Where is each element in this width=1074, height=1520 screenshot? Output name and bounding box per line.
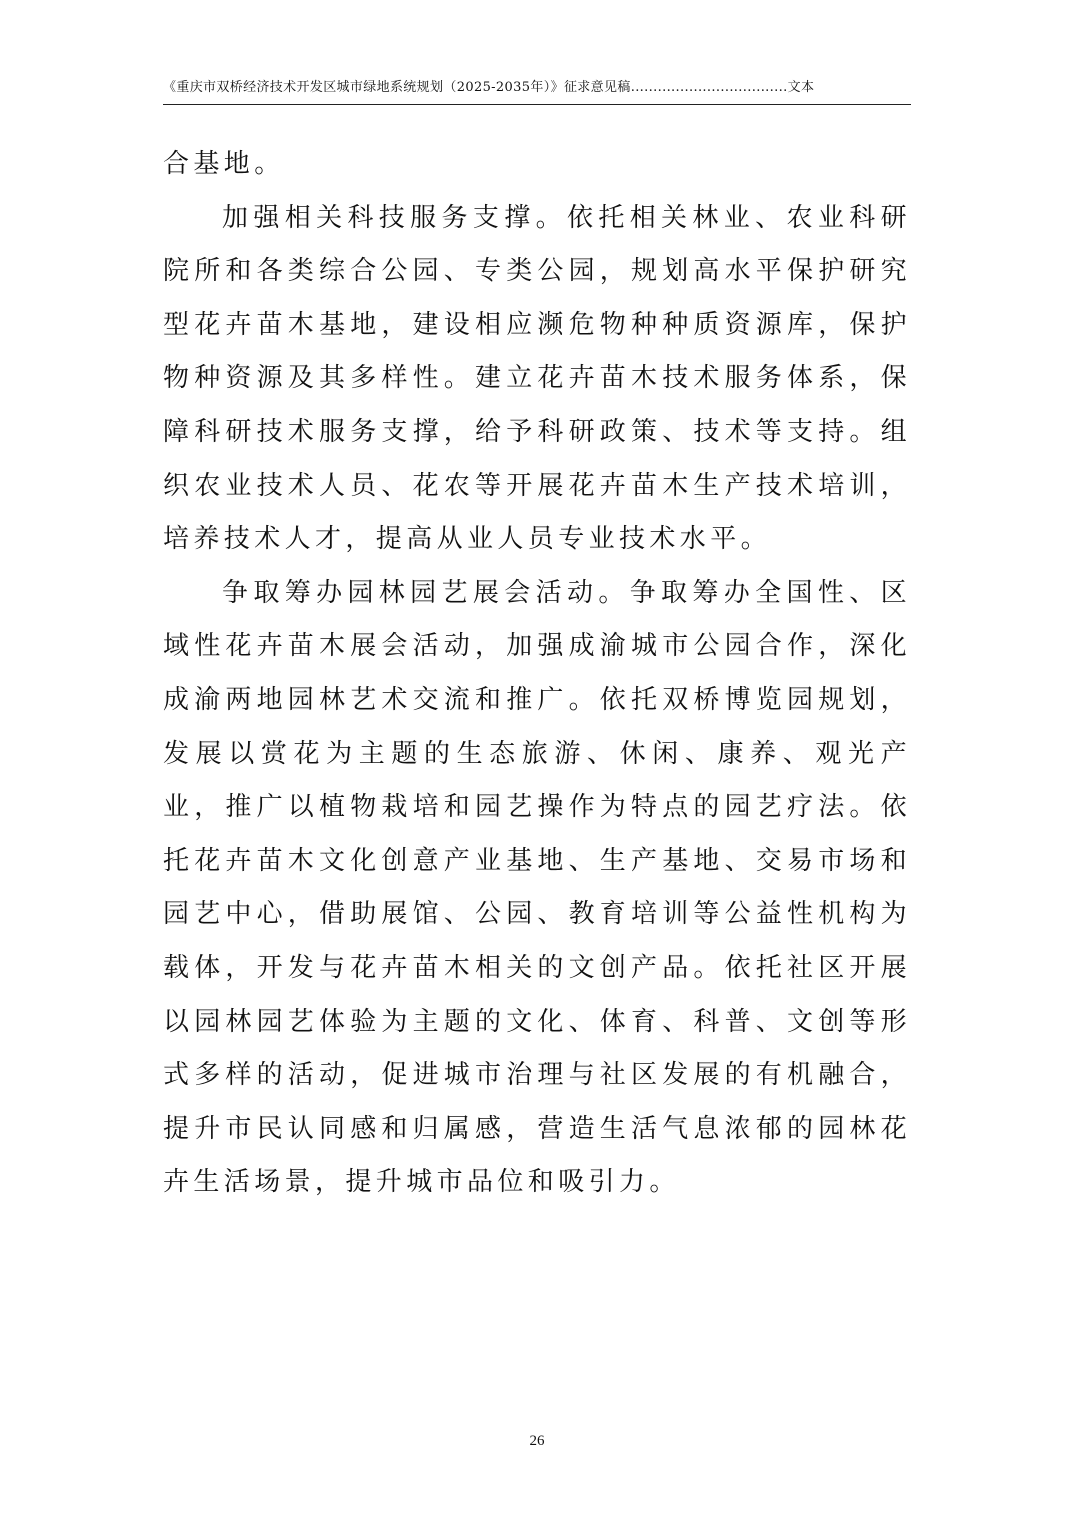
paragraph-exhibition: 争取筹办园林园艺展会活动。争取筹办全国性、区域性花卉苗木展会活动，加强成渝城市公园合作，深化成渝两地园林艺术交流和推广。依托双桥博览园规划，发展以赏花为主题的生态旅游、休闲、康养、观光产业，推广以植物栽培和园艺操作为特点的园艺疗法。依托花卉苗木文化创意产业基地、生产基地、交易市场和园艺中心，借助展馆、公园、教育培训等公益性机构为载体，开发与花卉苗木相关的文创产品。依托社区开展以园林园艺体验为主题的文化、体育、科普、文创等形式多样的活动，促进城市治理与社区发展的有机融合，提升市民认同感和归属感，营造生活气息浓郁的园林花卉生活场景，提升城市品位和吸引力。 bbox=[163, 577, 911, 1198]
running-header: 《重庆市双桥经济技术开发区城市绿地系统规划（2025-2035年）》征求意见稿...................................文本 bbox=[163, 80, 815, 95]
body-text bbox=[163, 138, 911, 1210]
paragraph-continuation: 合基地。 bbox=[163, 149, 285, 179]
page-number: 26 bbox=[529, 1433, 545, 1449]
header-divider bbox=[163, 104, 911, 105]
paragraph-tech-support: 加强相关科技服务支撑。依托相关林业、农业科研院所和各类综合公园、专类公园，规划高水平保护研究型花卉苗木基地，建设相应濒危物种种质资源库，保护物种资源及其多样性。建立花卉苗木技术服务体系，保障科研技术服务支撑，给予科研政策、技术等支持。组织农业技术人员、花农等开展花卉苗木生产技术培训，培养技术人才，提高从业人员专业技术水平。 bbox=[163, 202, 911, 555]
